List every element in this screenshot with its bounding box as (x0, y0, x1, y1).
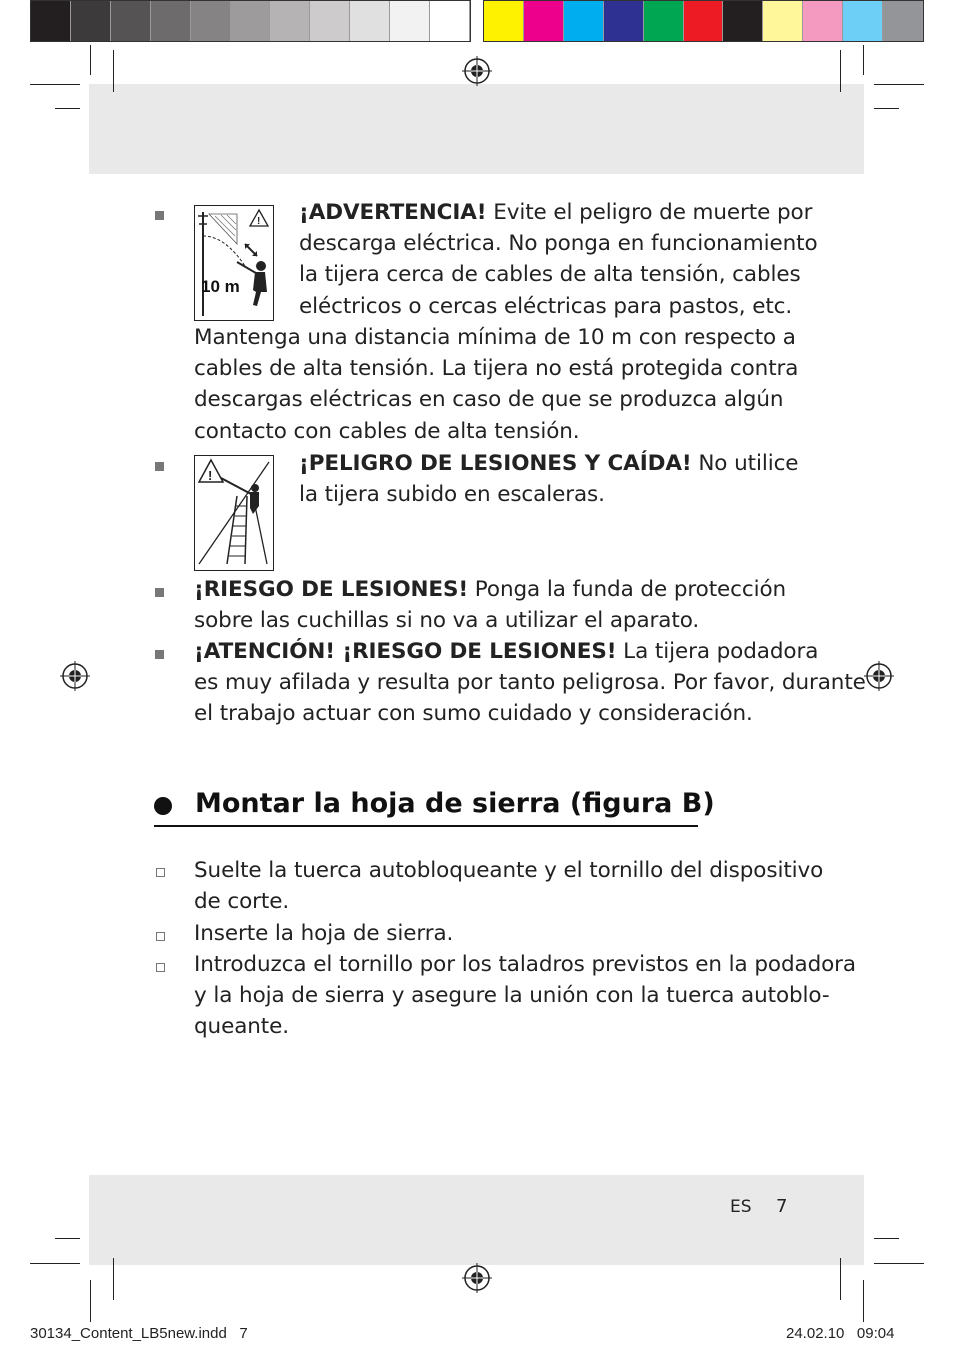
gray-swatch (71, 1, 111, 41)
registration-mark-icon (462, 1263, 492, 1293)
gray-swatch (390, 1, 430, 41)
registration-mark-icon (462, 56, 492, 86)
crop-mark (90, 1280, 91, 1322)
crop-mark (55, 1238, 80, 1239)
gray-swatch (310, 1, 350, 41)
gray-swatch (31, 1, 71, 41)
svg-text:!: ! (257, 216, 261, 227)
warning-line: Mantenga una distancia mínima de 10 m con respecto a (194, 325, 796, 350)
crop-mark (863, 45, 864, 75)
gray-swatch (231, 1, 271, 41)
slug-filename: 30134_Content_LB5new.indd 7 (30, 1325, 248, 1342)
warning-text (299, 197, 819, 322)
color-swatch (604, 1, 644, 41)
warning-line: cables de alta tensión. La tijera no está protegida contra (194, 356, 799, 382)
step-line: queante. (194, 1014, 289, 1040)
bullet-square (155, 211, 164, 220)
header-band (89, 84, 864, 174)
crop-mark (874, 84, 924, 85)
bullet-square (155, 462, 164, 471)
step-text (194, 855, 834, 917)
warning-heading: ¡ADVERTENCIA! (299, 200, 487, 225)
color-swatch (564, 1, 604, 41)
warning-line: descarga eléctrica. No ponga en funcionamiento (299, 231, 818, 257)
warning-text (194, 636, 866, 730)
step-line: Introduzca el tornillo por los taladros previstos en la podadora (194, 952, 856, 977)
warning-heading: ¡ATENCIÓN! ¡RIESGO DE LESIONES! (194, 639, 617, 664)
warning-line: Ponga la funda de protección (468, 577, 787, 602)
warning-line: es muy afilada y resulta por tanto peligrosa. Por favor, durante (194, 670, 866, 696)
crop-mark (874, 1263, 924, 1264)
electric-hazard-10m-icon (194, 205, 274, 321)
crop-mark (874, 108, 899, 109)
color-swatch (684, 1, 724, 41)
step-line: Inserte la hoja de sierra. (194, 921, 454, 946)
process-color-bar (483, 0, 924, 42)
crop-mark (113, 1258, 114, 1300)
crop-mark (840, 50, 841, 92)
section-title: Montar la hoja de sierra (figura B) (195, 788, 715, 819)
warning-line: la tijera subido en escaleras. (299, 482, 605, 508)
crop-mark (30, 84, 80, 85)
grayscale-color-bar (30, 0, 471, 42)
step-line: de corte. (194, 889, 290, 915)
warning-line: contacto con cables de alta tensión. (194, 418, 580, 444)
crop-mark (30, 1263, 80, 1264)
step-text (194, 949, 856, 1043)
footer-band (89, 1175, 864, 1265)
warning-text (299, 448, 819, 510)
crop-mark (863, 1280, 864, 1322)
step-line: Suelte la tuerca autobloqueante y el tornillo del dispositivo (194, 858, 824, 883)
warning-heading: ¡PELIGRO DE LESIONES Y CAÍDA! (299, 451, 692, 476)
step-line: y la hoja de sierra y asegure la unión con la tuerca autoblo- (194, 983, 830, 1009)
warning-line: descargas eléctricas en caso de que se produzca algún (194, 387, 784, 413)
registration-mark-icon (864, 661, 894, 691)
gray-swatch (430, 1, 470, 41)
color-swatch (644, 1, 684, 41)
registration-mark-icon (60, 661, 90, 691)
page-number: 7 (776, 1196, 788, 1217)
step-checkbox (156, 932, 165, 941)
warning-line: No utilice (691, 451, 799, 476)
svg-text:!: ! (208, 468, 213, 483)
warning-line: la tijera cerca de cables de alta tensión, cables (299, 262, 801, 288)
slug-datetime: 24.02.10 09:04 (786, 1325, 895, 1342)
warning-heading: ¡RIESGO DE LESIONES! (194, 577, 469, 602)
pictogram-distance-label: 10 m (201, 277, 240, 296)
color-swatch (883, 1, 923, 41)
bullet-square (155, 650, 164, 659)
warning-continuation (194, 322, 834, 447)
color-swatch (723, 1, 763, 41)
warning-line: sobre las cuchillas si no va a utilizar el aparato. (194, 608, 700, 634)
step-checkbox (156, 963, 165, 972)
section-bullet-dot (154, 797, 172, 815)
gray-swatch (191, 1, 231, 41)
warning-text (194, 574, 834, 636)
color-swatch (524, 1, 564, 41)
color-swatch (803, 1, 843, 41)
crop-mark (874, 1238, 899, 1239)
gray-swatch (350, 1, 390, 41)
warning-line: La tijera podadora (616, 639, 819, 664)
gray-swatch (270, 1, 310, 41)
color-swatch (843, 1, 883, 41)
crop-mark (55, 108, 80, 109)
bullet-square (155, 588, 164, 597)
warning-line: eléctricos o cercas eléctricas para pastos, etc. (299, 293, 793, 319)
crop-mark (90, 45, 91, 75)
gray-swatch (111, 1, 151, 41)
color-swatch (763, 1, 803, 41)
gray-swatch (151, 1, 191, 41)
ladder-fall-hazard-icon (194, 455, 274, 571)
step-text (194, 918, 834, 949)
warning-line: el trabajo actuar con sumo cuidado y consideración. (194, 701, 753, 727)
crop-mark (113, 50, 114, 92)
step-checkbox (156, 868, 165, 877)
crop-mark (840, 1258, 841, 1300)
warning-line: Evite el peligro de muerte por (486, 200, 813, 225)
color-swatch (484, 1, 524, 41)
page-language: ES (730, 1197, 752, 1217)
section-title-underline (154, 825, 698, 827)
